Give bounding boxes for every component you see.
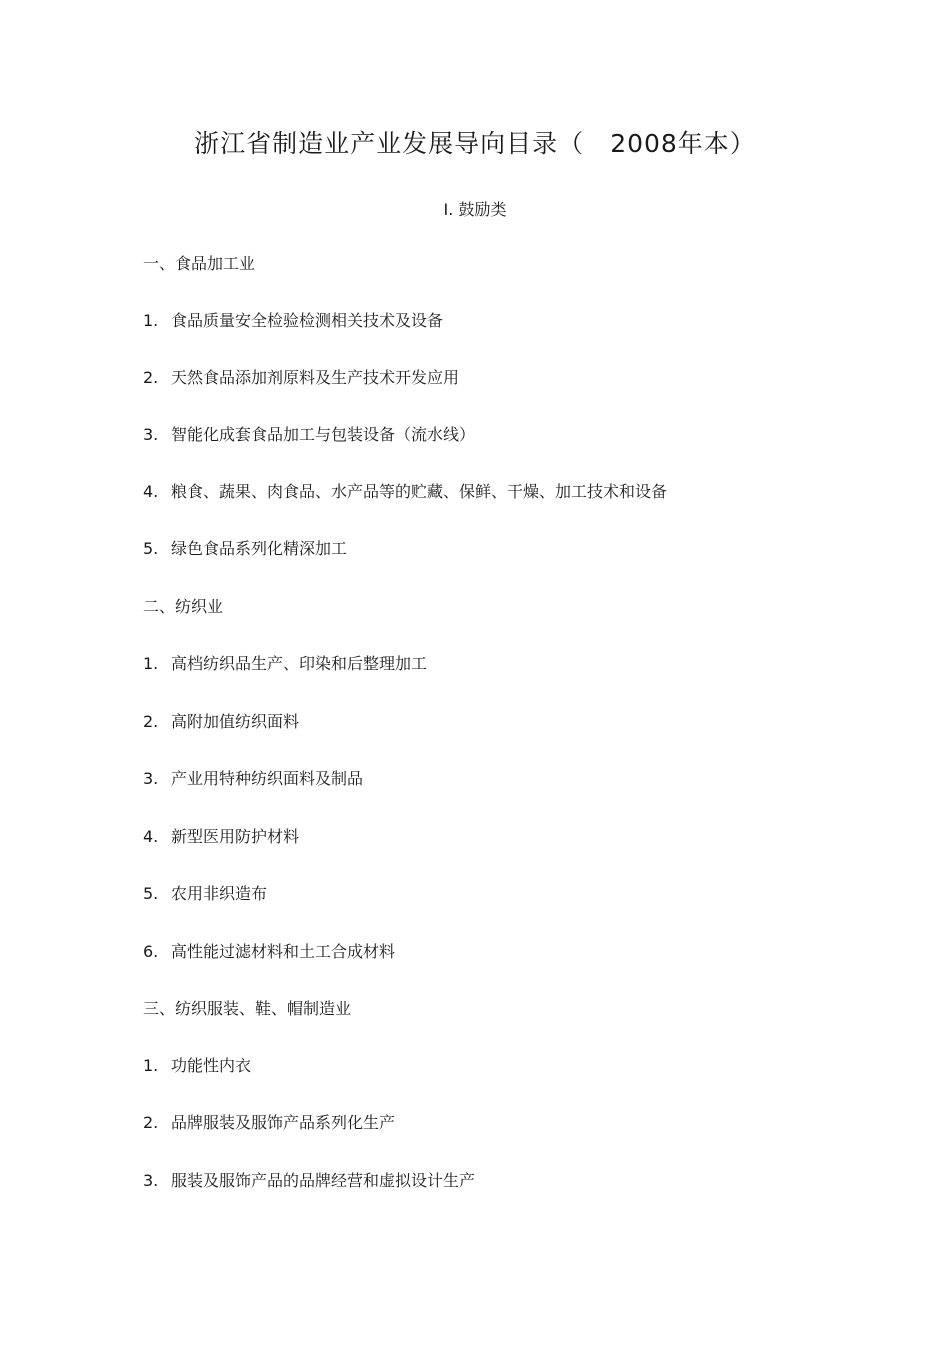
item-text: 新型医用防护材料 [171, 827, 300, 846]
list-item [143, 712, 299, 732]
list-item [143, 884, 267, 904]
item-text: 智能化成套食品加工与包装设备（流水线） [171, 425, 476, 444]
title-main: 浙江省制造业产业发展导向目录（ [194, 129, 585, 158]
item-text: 品牌服装及服饰产品系列化生产 [171, 1113, 396, 1132]
item-number: 2. [143, 368, 159, 387]
list-item [143, 654, 427, 674]
item-text: 产业用特种纺织面料及制品 [171, 769, 364, 788]
item-number: 3. [143, 1171, 159, 1190]
item-text: 绿色食品系列化精深加工 [171, 539, 348, 558]
item-text: 服装及服饰产品的品牌经营和虚拟设计生产 [171, 1171, 476, 1190]
title-year: 2008年本） [610, 129, 756, 158]
item-text: 食品质量安全检验检测相关技术及设备 [171, 311, 444, 330]
list-item [143, 368, 459, 388]
item-text: 粮食、蔬果、肉食品、水产品等的贮藏、保鲜、干燥、加工技术和设备 [171, 482, 668, 501]
list-item [143, 1056, 251, 1076]
list-item [143, 942, 395, 962]
item-number: 5. [143, 539, 159, 558]
list-item [143, 769, 363, 789]
item-number: 2. [143, 1113, 159, 1132]
item-number: 1. [143, 311, 159, 330]
item-number: 1. [143, 1056, 159, 1075]
list-item [143, 311, 443, 331]
document-title [0, 124, 950, 160]
list-item [143, 1171, 475, 1191]
item-number: 5. [143, 884, 159, 903]
category-subtitle: Ⅰ. 鼓励类 [443, 200, 507, 219]
item-text: 高附加值纺织面料 [171, 712, 300, 731]
list-item [143, 827, 299, 847]
section-heading: 二、纺织业 [143, 597, 224, 616]
item-text: 功能性内衣 [171, 1056, 252, 1075]
item-text: 天然食品添加剂原料及生产技术开发应用 [171, 368, 460, 387]
item-number: 3. [143, 769, 159, 788]
item-number: 4. [143, 482, 159, 501]
item-number: 6. [143, 942, 159, 961]
section-heading: 三、纺织服装、鞋、帽制造业 [143, 999, 352, 1018]
item-text: 高性能过滤材料和土工合成材料 [171, 942, 396, 961]
item-number: 2. [143, 712, 159, 731]
item-number: 1. [143, 654, 159, 673]
section-heading: 一、食品加工业 [143, 254, 256, 273]
list-item [143, 1113, 395, 1133]
item-text: 农用非织造布 [171, 884, 268, 903]
list-item [143, 425, 475, 445]
list-item [143, 539, 347, 559]
item-number: 3. [143, 425, 159, 444]
item-number: 4. [143, 827, 159, 846]
list-item [143, 482, 667, 502]
item-text: 高档纺织品生产、印染和后整理加工 [171, 654, 428, 673]
